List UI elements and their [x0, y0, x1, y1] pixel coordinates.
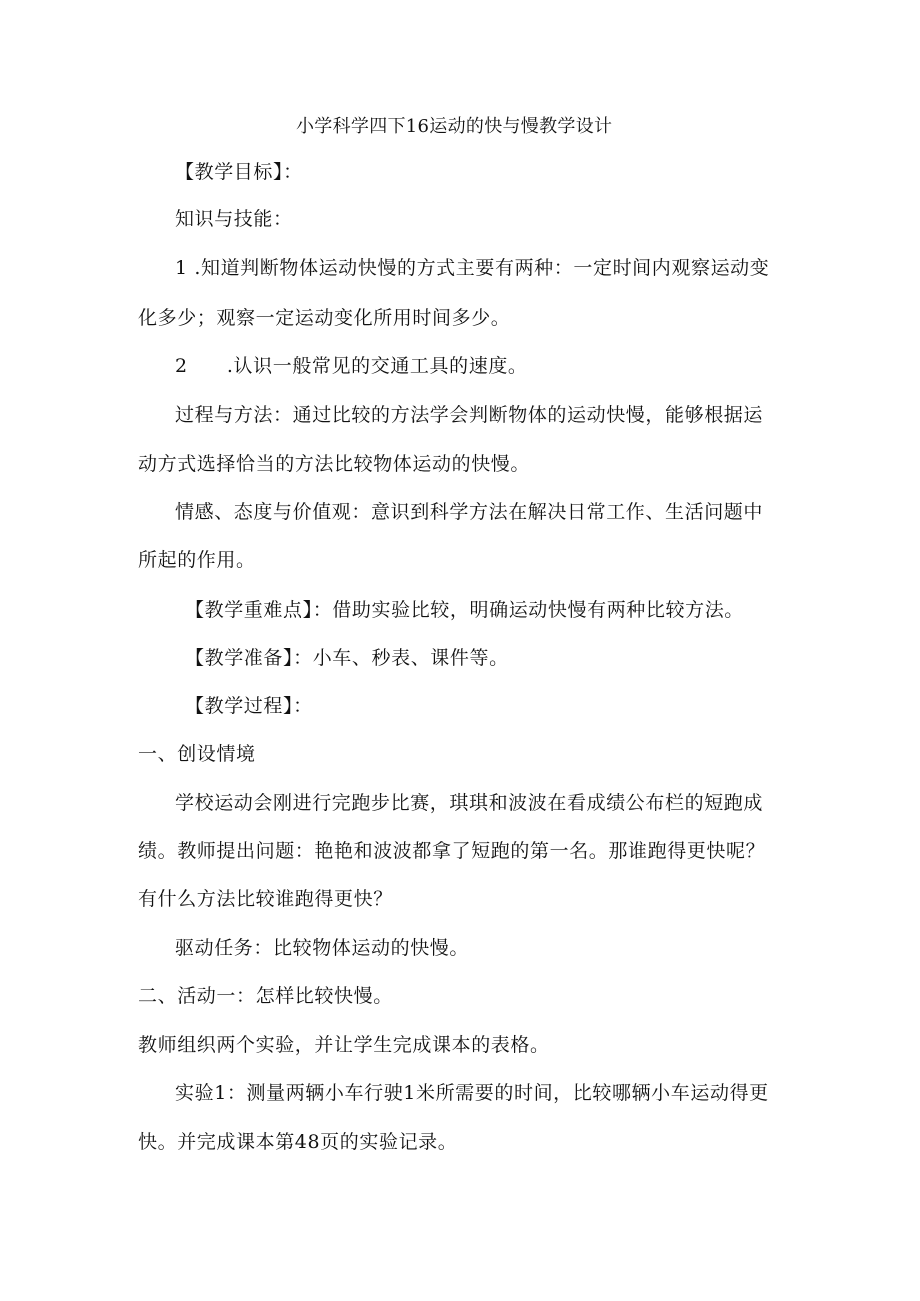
scenario-line-2: 绩。教师提出问题：艳艳和波波都拿了短跑的第一名。那谁跑得更快呢？	[138, 840, 766, 862]
objective-1-line-1: 1 .知道判断物体运动快慢的方式主要有两种：一定时间内观察运动变	[175, 257, 770, 279]
heading-teaching-objectives: 【教学目标】：	[175, 161, 303, 183]
section-2-heading: 二、活动一：怎样比较快慢。	[138, 985, 393, 1007]
experiment-1-line-1: 实验1：测量两辆小车行驶1米所需要的时间，比较哪辆小车运动得更	[175, 1082, 769, 1104]
driving-task: 驱动任务：比较物体运动的快慢。	[175, 937, 470, 959]
process-method-line-2: 动方式选择恰当的方法比较物体运动的快慢。	[138, 453, 531, 475]
experiment-1-line-2: 快。并完成课本第48页的实验记录。	[138, 1131, 458, 1153]
process-method-line-1: 过程与方法：通过比较的方法学会判断物体的运动快慢，能够根据运	[175, 404, 764, 426]
emotion-attitude-line-2: 所起的作用。	[138, 549, 256, 571]
document-title: 小学科学四下16运动的快与慢教学设计	[296, 116, 613, 137]
scenario-line-3: 有什么方法比较谁跑得更快？	[138, 888, 393, 910]
objective-1-line-2: 化多少；观察一定运动变化所用时间多少。	[138, 307, 511, 329]
teaching-preparation: 【教学准备】：小车、秒表、课件等。	[185, 647, 509, 669]
key-difficult-points: 【教学重难点】：借助实验比较，明确运动快慢有两种比较方法。	[185, 599, 744, 621]
emotion-attitude-line-1: 情感、态度与价值观：意识到科学方法在解决日常工作、生活问题中	[175, 501, 764, 523]
subheading-knowledge-skills: 知识与技能：	[175, 208, 293, 230]
scenario-line-1: 学校运动会刚进行完跑步比赛，琪琪和波波在看成绩公布栏的短跑成	[175, 792, 764, 814]
heading-teaching-process: 【教学过程】：	[185, 695, 313, 717]
teacher-organizes-experiments: 教师组织两个实验，并让学生完成课本的表格。	[138, 1034, 550, 1056]
objective-2: 2 .认识一般常见的交通工具的速度。	[175, 355, 528, 377]
section-1-heading: 一、创设情境	[138, 743, 256, 765]
